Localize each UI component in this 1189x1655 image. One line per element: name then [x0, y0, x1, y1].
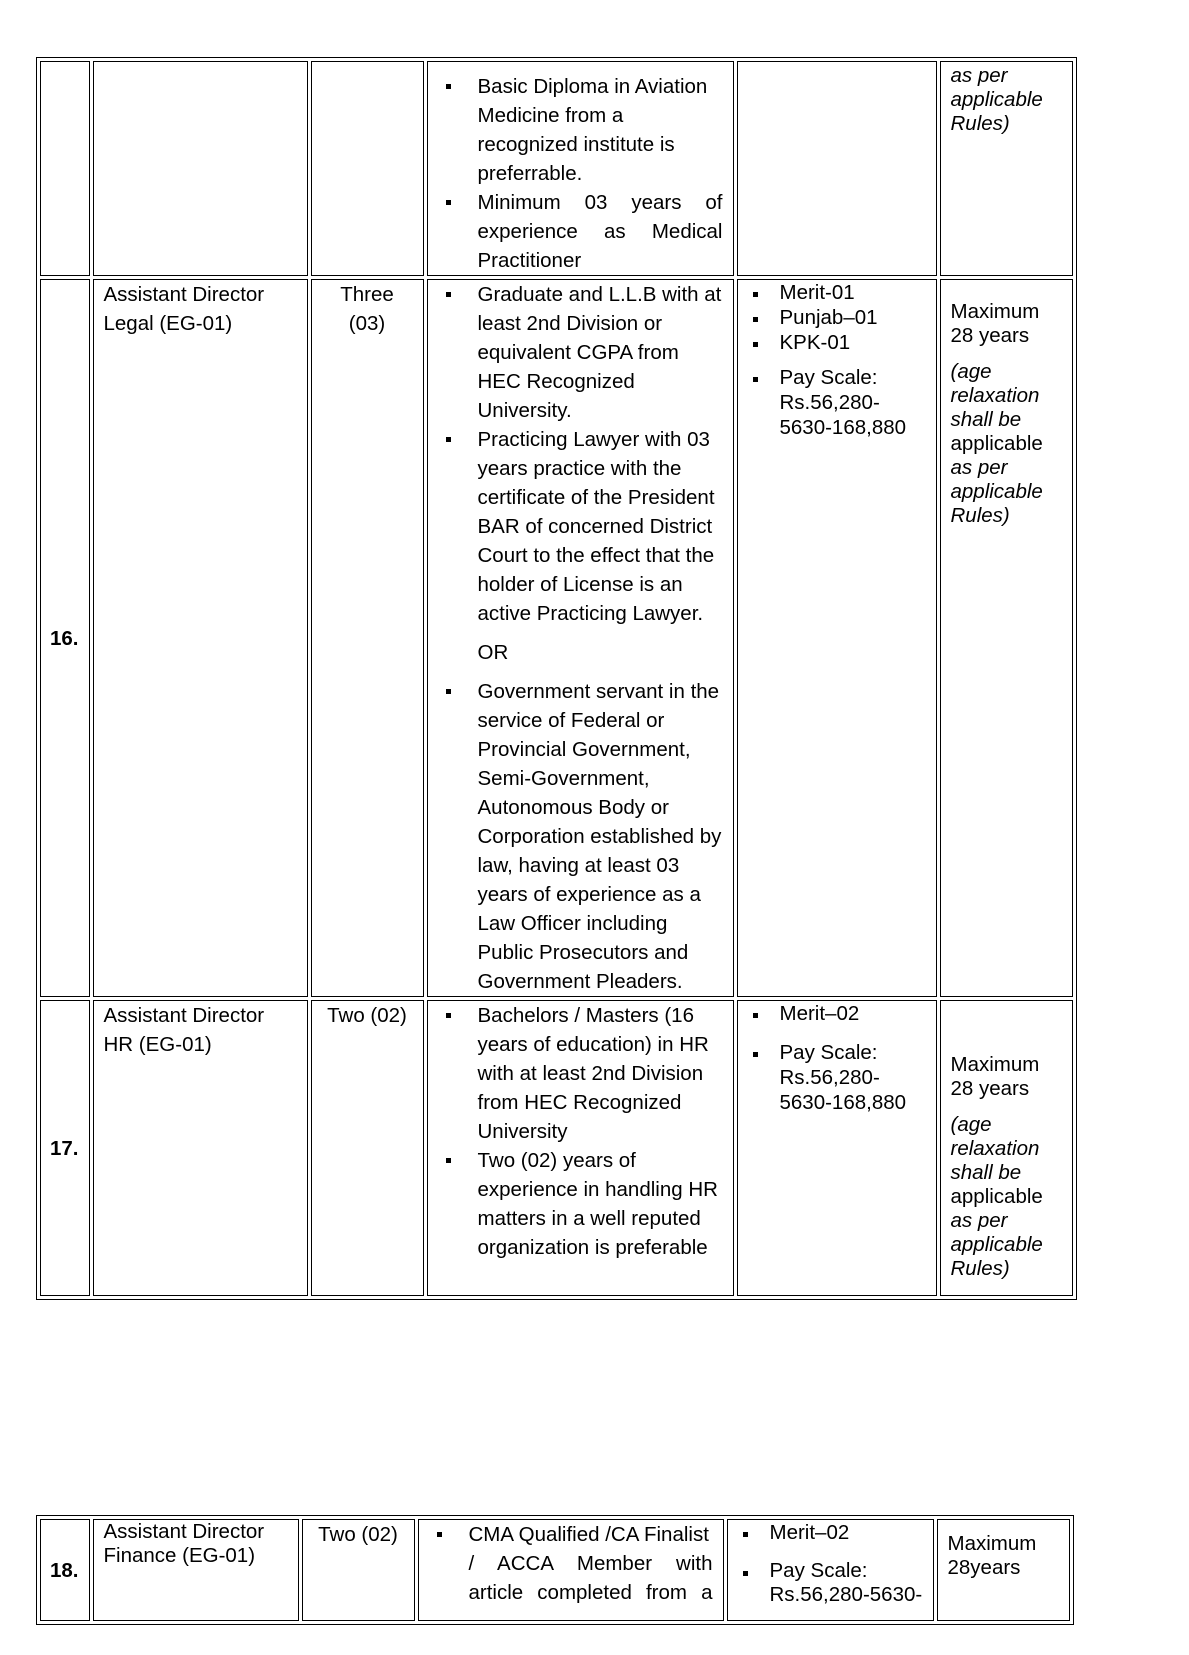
posts-count: Two (02): [311, 1000, 424, 1296]
age-cell: Maximum 28years: [937, 1519, 1070, 1621]
quota-item: Merit–02: [748, 1001, 926, 1026]
qualification-cell: [427, 279, 734, 997]
recruitment-table-continued: [36, 1515, 1074, 1625]
or-separator: OR: [477, 641, 509, 664]
age-cell: as per applicable Rules): [940, 61, 1073, 276]
table-row: [40, 279, 1073, 997]
pay-scale: Pay Scale: Rs.56,280- 5630-168,880: [748, 1040, 926, 1115]
quota-item: KPK-01: [748, 330, 926, 355]
post-title: Assistant Director Legal (EG-01): [93, 279, 308, 997]
qualification-item: Minimum 03 years of experience as Medical Practitioner: [438, 188, 723, 275]
serial-number: 17.: [40, 1000, 90, 1296]
qualification-cell: [427, 1000, 734, 1296]
posts-count-cell: [311, 61, 424, 276]
quota-cell: [737, 279, 937, 997]
qualification-item: Government servant in the service of Federal or Provincial Government, Semi-Government, Autonomous Body or Corporation established by law, having at least 03 years of experience as a Law Officer including Public Prosecutors and Government Pleaders.: [438, 677, 723, 996]
serial-number: 16.: [40, 279, 90, 997]
post-title: Assistant Director Finance (EG-01): [93, 1519, 299, 1621]
serial-number: 18.: [40, 1519, 90, 1621]
qualification-item: Two (02) years of experience in handling HR matters in a well reputed organization is preferable: [438, 1146, 723, 1262]
pay-scale: Pay Scale: Rs.56,280-5630-: [738, 1559, 923, 1607]
qualification-item: Graduate and L.L.B with at least 2nd Division or equivalent CGPA from HEC Recognized University.: [438, 280, 723, 425]
posts-count: Two (02): [302, 1519, 415, 1621]
qualification-item: Practicing Lawyer with 03 years practice with the certificate of the President BAR of concerned District Court to the effect that the holder of License is an active Practicing Lawyer.: [438, 425, 723, 628]
quota-cell: [737, 61, 937, 276]
post-title: Assistant Director HR (EG-01): [93, 1000, 308, 1296]
table-row: [40, 1519, 1070, 1621]
age-cell: Maximum 28 years (age relaxation shall be applicable as per applicable Rules): [940, 279, 1073, 997]
posts-count: Three (03): [311, 279, 424, 997]
qualification-cell: [427, 61, 734, 276]
post-title-cell: [93, 61, 308, 276]
quota-item: Merit–02: [738, 1520, 923, 1545]
pay-scale: Pay Scale: Rs.56,280- 5630-168,880: [748, 365, 926, 440]
quota-item: Merit-01: [748, 280, 926, 305]
quota-cell: [737, 1000, 937, 1296]
qualification-cell: [418, 1519, 724, 1621]
qualification-item: CMA Qualified /CA Finalist / ACCA Member with article completed from a: [429, 1520, 713, 1607]
qualification-item: Bachelors / Masters (16 years of education) in HR with at least 2nd Division from HEC Recognized University: [438, 1001, 723, 1146]
table-row: [40, 61, 1073, 276]
quota-item: Punjab–01: [748, 305, 926, 330]
serial-cell: [40, 61, 90, 276]
table-row: [40, 1000, 1073, 1296]
quota-cell: [727, 1519, 934, 1621]
recruitment-table: [36, 57, 1077, 1300]
qualification-item: Basic Diploma in Aviation Medicine from a recognized institute is preferrable.: [438, 72, 723, 188]
age-cell: Maximum 28 years (age relaxation shall be applicable as per applicable Rules): [940, 1000, 1073, 1296]
